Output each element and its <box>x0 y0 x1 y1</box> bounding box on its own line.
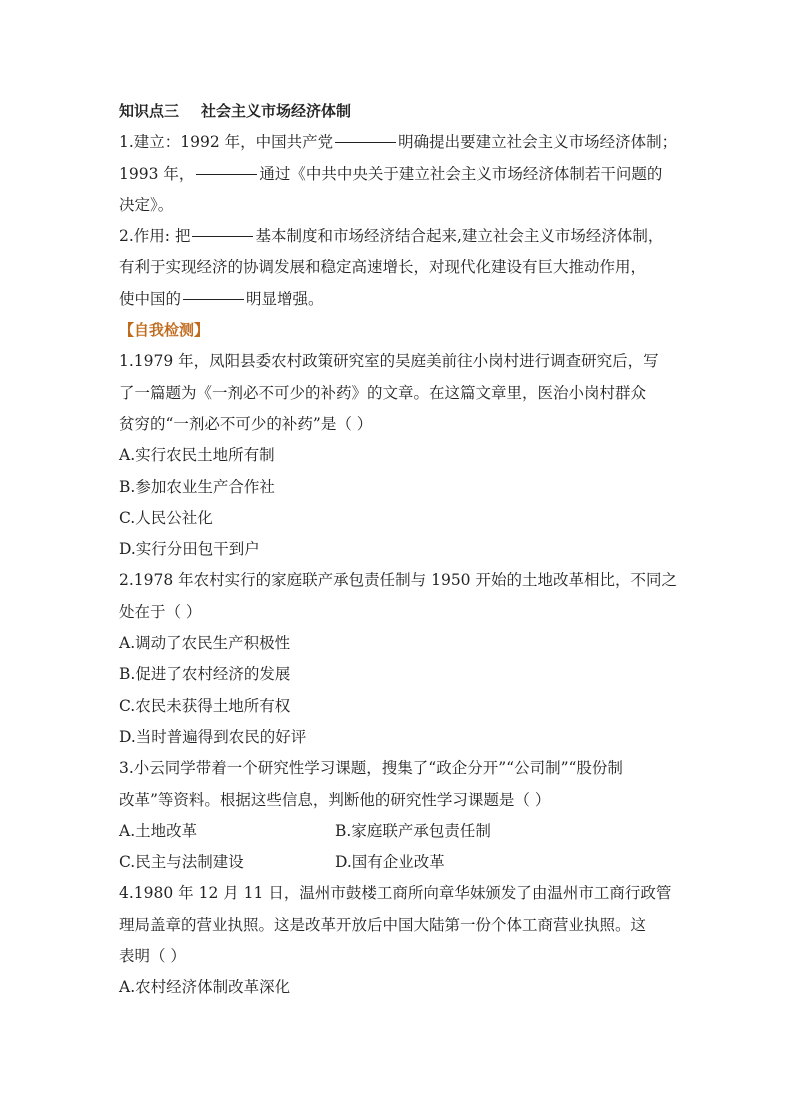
fill-blank <box>335 141 396 143</box>
question-text: 理局盖章的营业执照。这是改革开放后中国大陆第一份个体工商营业执照。这 <box>119 915 647 934</box>
option-d: D.当时普遍得到农民的好评 <box>119 727 307 746</box>
item2-text-b: 基本制度和市场经济结合起来,建立社会主义市场经济体制， <box>255 227 664 246</box>
question-text: 1.1979 年，凤阳县委农村政策研究室的吴庭美前往小岗村进行调查研究后，写 <box>119 352 659 371</box>
item1-text-a: 1.建立：1992 年，中国共产党 <box>119 133 334 152</box>
document-page <box>119 96 679 1004</box>
item1-line1 <box>119 127 679 158</box>
section-heading <box>119 96 679 127</box>
question-2 <box>119 565 679 753</box>
question-1 <box>119 346 679 565</box>
question-3 <box>119 753 679 878</box>
option-a: A.土地改革 <box>119 821 198 840</box>
item1-text-b: 明确提出要建立社会主义市场经济体制； <box>398 133 678 152</box>
option-c: C.农民未获得土地所有权 <box>119 696 291 715</box>
option-a: A.农村经济体制改革深化 <box>119 978 291 997</box>
fill-blank <box>196 173 257 175</box>
question-text: 2.1978 年农村实行的家庭联产承包责任制与 1950 开始的土地改革相比，不同之 <box>119 571 677 590</box>
item2-text-e: 明显增强。 <box>246 289 324 308</box>
item1-line2 <box>119 159 679 190</box>
option-c: C.民主与法制建设 <box>119 853 244 872</box>
option-d: D.实行分田包干到户 <box>119 540 260 559</box>
item1-text-d: 通过《中共中央关于建立社会主义市场经济体制若干问题的 <box>259 164 663 183</box>
question-text: 贫穷的“一剂必不可少的补药”是（ ） <box>119 414 373 433</box>
option-a: A.调动了农民生产积极性 <box>119 634 291 653</box>
fill-blank <box>192 235 253 237</box>
question-text: 4.1980 年 12 月 11 日，温州市鼓楼工商所向章华妹颁发了由温州市工商行政管 <box>119 884 672 903</box>
question-text: 了一篇题为《一剂必不可少的补药》的文章。在这篇文章里，医治小岗村群众 <box>119 383 647 402</box>
fill-blank <box>183 298 244 300</box>
heading-title: 社会主义市场经济体制 <box>201 102 352 120</box>
options-row <box>119 816 679 847</box>
question-text: 改革”等资料。根据这些信息，判断他的研究性学习课题是（ ） <box>119 790 551 809</box>
option-b: B.家庭联产承包责任制 <box>335 821 491 840</box>
question-text: 处在于（ ） <box>119 602 202 621</box>
self-check-label: 【自我检测】 <box>119 321 210 340</box>
options-row <box>119 847 679 878</box>
option-d: D.国有企业改革 <box>335 853 445 872</box>
option-b: B.促进了农村经济的发展 <box>119 665 291 684</box>
item2-text-a: 2.作用: 把 <box>119 227 191 246</box>
question-text: 表明（ ） <box>119 947 186 966</box>
item2-line1 <box>119 221 679 252</box>
heading-number: 知识点三 <box>119 102 180 120</box>
option-a: A.实行农民土地所有制 <box>119 446 275 465</box>
item1-text-c: 1993 年， <box>119 164 195 183</box>
item2-line2: 有利于实现经济的协调发展和稳定高速增长，对现代化建设有巨大推动作用， <box>119 258 647 277</box>
question-text: 3.小云同学带着一个研究性学习课题，搜集了“政企分开”“公司制”“股份制 <box>119 759 623 778</box>
item1-line3: 决定》。 <box>119 195 174 214</box>
option-c: C.人民公社化 <box>119 508 213 527</box>
item2-line3 <box>119 284 679 315</box>
option-b: B.参加农业生产合作社 <box>119 477 275 496</box>
item2-text-d: 使中国的 <box>119 289 182 308</box>
question-4 <box>119 878 679 1003</box>
